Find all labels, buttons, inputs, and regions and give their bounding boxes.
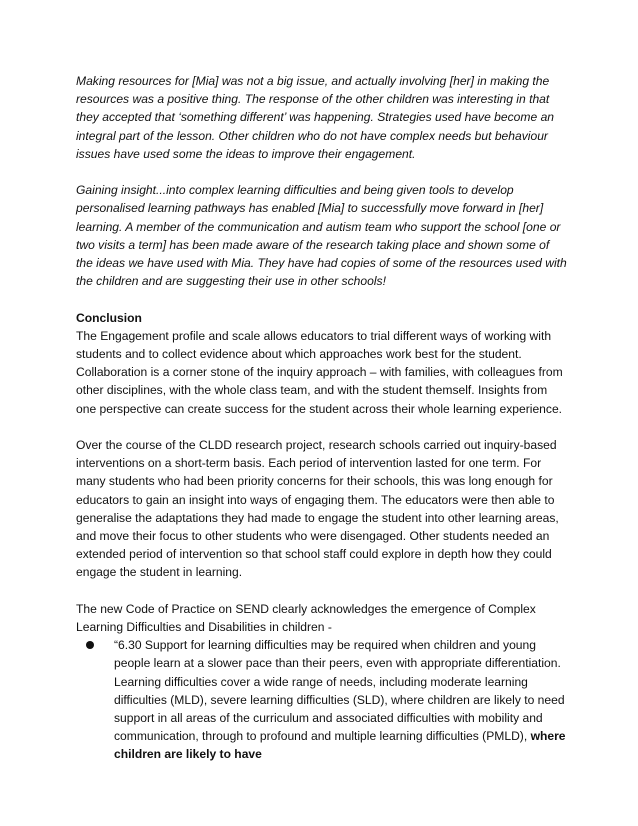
bullet-bold-text: where children are likely to have: [114, 729, 566, 762]
bullet-text: “6.30 Support for learning difficulties may be required when children and young people learn at a slower pace than their peers, even with appropriate differentiation. Learning difficulties cover a wide range of needs, including moderate learning difficulties (MLD), severe learning difficulties (SLD), where children are likely to need support in all areas of the curriculum and associated difficulties with mobility and communication, through to profound and multiple learning difficulties (PMLD),: [114, 638, 565, 744]
code-of-practice-intro: The new Code of Practice on SEND clearly acknowledges the emergence of Complex Learning Difficulties and Disabilities in children -: [76, 601, 536, 635]
conclusion-paragraph: The Engagement profile and scale allows educators to trial different ways of working with students and to collect evidence about which approaches work best for the student. Collaboration is a corner stone of the inquiry approach – with families, with colleagues from other disciplines, with the whole class team, and with the student themself. Insights from one perspective can create success for the student across their whole learning experience.: [76, 328, 563, 416]
bullet-list: [76, 636, 568, 763]
quote-paragraph-resources: Making resources for [Mia] was not a big issue, and actually involving [her] in making the resources was a positive thing. The response of the other children was interesting in that they accepted that ‘something different’ was happening. Strategies used have become an integral part of the lesson. Other children who do not have complex needs but behaviour issues have used some the ideas to improve their engagement.: [76, 74, 555, 161]
bullet-dot-icon: [86, 641, 94, 649]
cldd-project-paragraph: Over the course of the CLDD research project, research schools carried out inquiry-based interventions on a short-term basis. Each period of intervention lasted for one term. For many students who had been priority concerns for their schools, this was long enough for educators to gain an insight into ways of engaging them. The educators were then able to generalise the adaptations they had made to engage the student into other learning areas, and move their focus to other students who were disengaged. Other students needed an extended period of intervention so that school staff could explore in depth how they could engage the student in learning.: [76, 438, 559, 580]
conclusion-heading: Conclusion: [76, 310, 142, 325]
list-item: [76, 636, 568, 763]
quote-paragraph-insight: Gaining insight...into complex learning difficulties and being given tools to develop personalised learning pathways has enabled [Mia] to successfully move forward in [her] learning. A member of the communication and autism team who support the school [one or two visits a term] has been made aware of the research taking place and shown some of the ideas we have used with Mia. They have had copies of some of the resources used with the children and are suggesting their use in other schools!: [76, 183, 567, 289]
